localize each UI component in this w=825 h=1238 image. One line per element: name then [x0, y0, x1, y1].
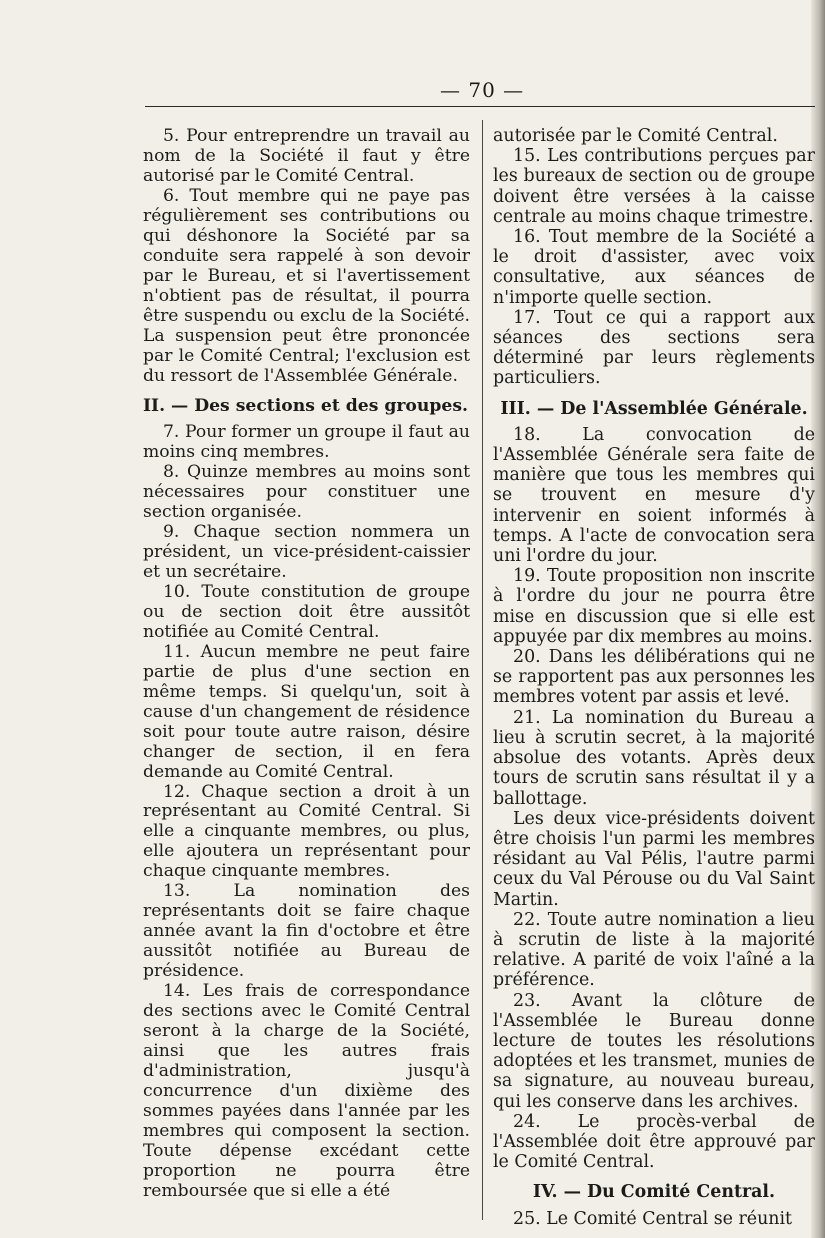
article-16: 16. Tout membre de la Société a le droit d'assister, avec voix consultative, aux séances de n'importe quelle section.	[493, 227, 815, 308]
article-19: 19. Toute proposition non inscrite à l'ordre du jour ne pourra être mise en discussion que si elle est appuyée par dix membres au moins.	[493, 566, 815, 647]
article-15: 15. Les contributions perçues par les bureaux de section ou de groupe doivent être versées à la caisse centrale au moins chaque trimestre.	[493, 146, 815, 227]
page-number: — 70 —	[440, 78, 525, 102]
section-heading-iii: III. — De l'Assemblée Générale.	[500, 398, 808, 419]
column-divider	[482, 120, 483, 1220]
article-21: 21. La nomination du Bureau a lieu à scrutin secret, à la majorité absolue des votants. Après deux tours de scrutin sans résultat il y a ballottage.	[493, 707, 815, 809]
article-14-continued: autorisée par le Comité Central.	[493, 126, 778, 146]
article-18: 18. La convocation de l'Assemblée Générale sera faite de manière que tous les membres qui se trouvent en mesure d'y intervenir en soient informés à temps. A l'acte de convocation sera uni l'ordre du jour.	[493, 424, 815, 567]
article-20: 20. Dans les délibérations qui ne se rapportent pas aux personnes les membres votent par assis et levé.	[493, 647, 815, 708]
left-column	[143, 126, 470, 1201]
article-8: 8. Quinze membres au moins sont nécessaires pour constituer une section organisée.	[143, 461, 470, 522]
section-heading-ii: II. — Des sections et des groupes.	[143, 395, 469, 416]
article-17: 17. Tout ce qui a rapport aux séances des sections sera déterminé par leurs règlements particuliers.	[493, 307, 815, 389]
header-rule	[145, 106, 815, 107]
article-11: 11. Aucun membre ne peut faire partie de plus d'une section en même temps. Si quelqu'un, soit à cause d'un changement de résidence soit pour toute autre raison, désire changer de section, il en fera demande au Comité Central.	[143, 641, 470, 782]
article-10: 10. Toute constitution de groupe ou de section doit être aussitôt notifiée au Comité Central.	[143, 581, 470, 642]
article-7: 7. Pour former un groupe il faut au moins cinq membres.	[143, 421, 470, 462]
article-21-paragraph-2: Les deux vice-présidents doivent être choisis l'un parmi les membres résidant au Val Pélis, l'autre parmi ceux du Val Pérouse ou du Val Saint Martin.	[493, 808, 815, 910]
article-24: 24. Le procès-verbal de l'Assemblée doit être approuvé par le Comité Central.	[493, 1111, 815, 1173]
article-6: 6. Tout membre qui ne paye pas régulièrement ses contributions ou qui déshonore la Société par sa conduite sera rappelé à son devoir par le Bureau, et si l'avertissement n'obtient pas de résultat, il pourra être suspendu ou exclu de la Société. La suspension peut être prononcée par le Comité Central; l'exclusion est du ressort de l'Assemblée Générale.	[143, 185, 470, 386]
article-5: 5. Pour entreprendre un travail au nom de la Société il faut y être autorisé par le Comité Central.	[143, 126, 470, 186]
section-heading-iv: IV. — Du Comité Central.	[532, 1182, 776, 1203]
article-9: 9. Chaque section nommera un président, un vice-président-caissier et un secrétaire.	[143, 521, 470, 582]
article-23: 23. Avant la clôture de l'Assemblée le Bureau donne lecture de toutes les résolutions adoptées et les transmet, munies de sa signature, au nouveau bureau, qui les conserve dans les archives.	[493, 990, 815, 1112]
article-12: 12. Chaque section a droit à un représentant au Comité Central. Si elle a cinquante membres, ou plus, elle ajoutera un représentant pour chaque cinquante membres.	[143, 781, 470, 882]
right-column	[493, 126, 815, 1229]
article-22: 22. Toute autre nomination a lieu à scrutin de liste à la majorité relative. A parité de voix l'aîné a la préférence.	[493, 909, 815, 991]
article-25: 25. Le Comité Central se réunit	[513, 1208, 793, 1229]
article-13: 13. La nomination des représentants doit se faire chaque année avant la fin d'octobre et être aussitôt notifiée au Bureau de présidence.	[143, 881, 470, 982]
article-14: 14. Les frais de correspondance des sections avec le Comité Central seront à la charge de la Société, ainsi que les autres frais d'administration, jusqu'à concurrence d'un dixième des sommes payées dans l'année par les membres qui composent la section. Toute dépense excédant cette proportion ne pourra être remboursée que si elle a été	[143, 981, 470, 1202]
